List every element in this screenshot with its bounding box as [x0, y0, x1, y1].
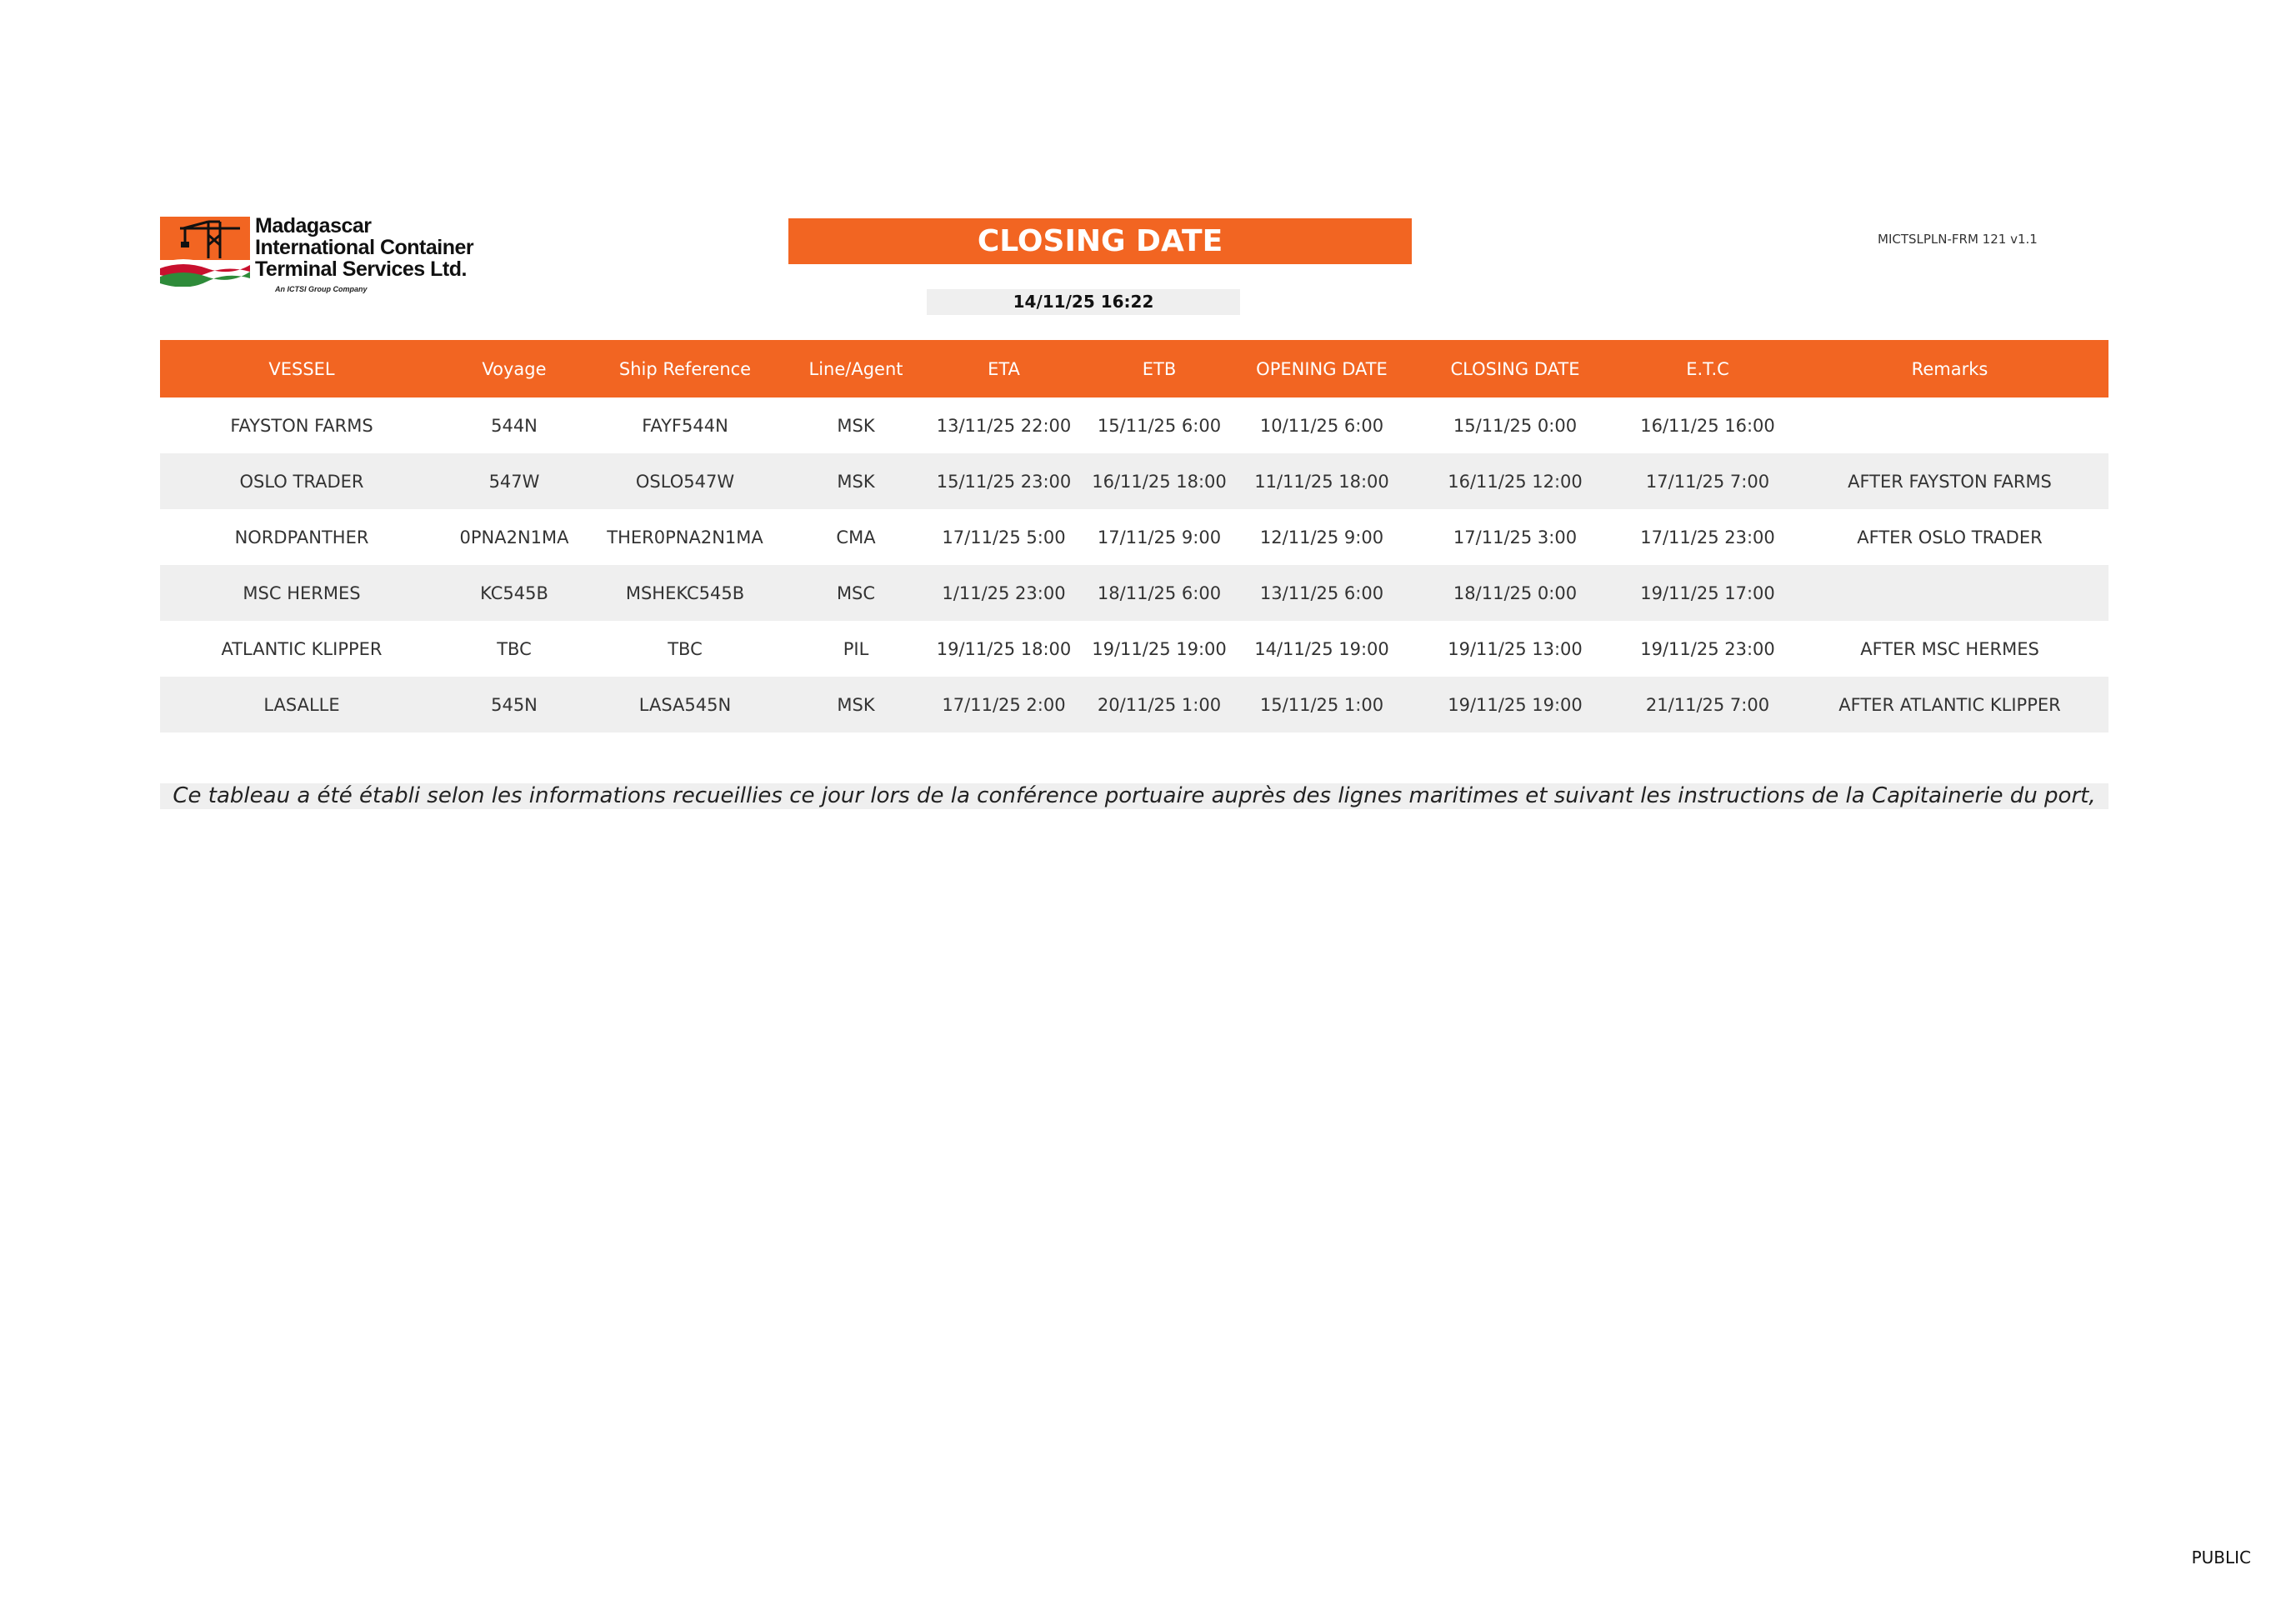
- cell-etb: 18/11/25 6:00: [1081, 565, 1238, 621]
- cell-etc: 19/11/25 23:00: [1624, 621, 1791, 677]
- column-header-ship-reference: Ship Reference: [585, 340, 785, 398]
- cell-eta: 17/11/25 2:00: [927, 677, 1081, 732]
- column-header-line-agent: Line/Agent: [785, 340, 927, 398]
- cell-vessel: ATLANTIC KLIPPER: [160, 621, 443, 677]
- cell-closing-date: 18/11/25 0:00: [1406, 565, 1624, 621]
- cell-opening-date: 11/11/25 18:00: [1238, 453, 1406, 509]
- cell-etc: 21/11/25 7:00: [1624, 677, 1791, 732]
- closing-date-table: [160, 340, 2108, 732]
- cell-etc: 17/11/25 7:00: [1624, 453, 1791, 509]
- cell-ship-reference: THER0PNA2N1MA: [585, 509, 785, 565]
- table-row: [160, 398, 2108, 453]
- cell-closing-date: 19/11/25 13:00: [1406, 621, 1624, 677]
- footnote: Ce tableau a été établi selon les informations recueillies ce jour lors de la conférence portuaire auprès des lignes maritimes et suivant les instructions de la Capitainerie du port,: [160, 783, 2108, 809]
- table-row: [160, 509, 2108, 565]
- cell-vessel: LASALLE: [160, 677, 443, 732]
- company-logo: [160, 213, 493, 297]
- cell-closing-date: 16/11/25 12:00: [1406, 453, 1624, 509]
- report-datetime: 14/11/25 16:22: [927, 289, 1240, 315]
- cell-ship-reference: LASA545N: [585, 677, 785, 732]
- cell-line-agent: MSC: [785, 565, 927, 621]
- crane-logo-icon: [160, 217, 253, 287]
- cell-vessel: OSLO TRADER: [160, 453, 443, 509]
- classification-label: PUBLIC: [2191, 1548, 2251, 1568]
- cell-vessel: MSC HERMES: [160, 565, 443, 621]
- cell-etc: 17/11/25 23:00: [1624, 509, 1791, 565]
- cell-opening-date: 12/11/25 9:00: [1238, 509, 1406, 565]
- company-name-line1: Madagascar: [255, 214, 372, 238]
- cell-closing-date: 17/11/25 3:00: [1406, 509, 1624, 565]
- column-header-voyage: Voyage: [443, 340, 585, 398]
- table-header-row: [160, 340, 2108, 398]
- table-row: [160, 565, 2108, 621]
- cell-ship-reference: FAYF544N: [585, 398, 785, 453]
- cell-etb: 15/11/25 6:00: [1081, 398, 1238, 453]
- cell-eta: 15/11/25 23:00: [927, 453, 1081, 509]
- page-title: CLOSING DATE: [788, 218, 1412, 264]
- cell-remarks: AFTER ATLANTIC KLIPPER: [1791, 677, 2108, 732]
- cell-voyage: TBC: [443, 621, 585, 677]
- column-header-closing-date: CLOSING DATE: [1406, 340, 1624, 398]
- cell-line-agent: MSK: [785, 453, 927, 509]
- column-header-etc: E.T.C: [1624, 340, 1791, 398]
- company-name: [255, 215, 473, 280]
- cell-vessel: NORDPANTHER: [160, 509, 443, 565]
- table-row: [160, 677, 2108, 732]
- cell-remarks: [1791, 398, 2108, 453]
- table-row: [160, 621, 2108, 677]
- cell-etc: 16/11/25 16:00: [1624, 398, 1791, 453]
- cell-voyage: 547W: [443, 453, 585, 509]
- cell-remarks: AFTER OSLO TRADER: [1791, 509, 2108, 565]
- cell-line-agent: MSK: [785, 398, 927, 453]
- cell-voyage: 0PNA2N1MA: [443, 509, 585, 565]
- company-name-line3: Terminal Services Ltd.: [255, 258, 467, 281]
- cell-closing-date: 15/11/25 0:00: [1406, 398, 1624, 453]
- cell-etb: 16/11/25 18:00: [1081, 453, 1238, 509]
- cell-closing-date: 19/11/25 19:00: [1406, 677, 1624, 732]
- column-header-vessel: VESSEL: [160, 340, 443, 398]
- cell-etb: 17/11/25 9:00: [1081, 509, 1238, 565]
- column-header-etb: ETB: [1081, 340, 1238, 398]
- cell-eta: 13/11/25 22:00: [927, 398, 1081, 453]
- cell-opening-date: 13/11/25 6:00: [1238, 565, 1406, 621]
- column-header-remarks: Remarks: [1791, 340, 2108, 398]
- cell-voyage: 544N: [443, 398, 585, 453]
- cell-ship-reference: OSLO547W: [585, 453, 785, 509]
- table-row: [160, 453, 2108, 509]
- cell-line-agent: CMA: [785, 509, 927, 565]
- cell-eta: 17/11/25 5:00: [927, 509, 1081, 565]
- cell-ship-reference: MSHEKC545B: [585, 565, 785, 621]
- cell-remarks: AFTER MSC HERMES: [1791, 621, 2108, 677]
- cell-etb: 20/11/25 1:00: [1081, 677, 1238, 732]
- cell-etc: 19/11/25 17:00: [1624, 565, 1791, 621]
- cell-remarks: AFTER FAYSTON FARMS: [1791, 453, 2108, 509]
- cell-etb: 19/11/25 19:00: [1081, 621, 1238, 677]
- cell-line-agent: PIL: [785, 621, 927, 677]
- cell-opening-date: 14/11/25 19:00: [1238, 621, 1406, 677]
- cell-ship-reference: TBC: [585, 621, 785, 677]
- cell-opening-date: 15/11/25 1:00: [1238, 677, 1406, 732]
- cell-remarks: [1791, 565, 2108, 621]
- cell-eta: 1/11/25 23:00: [927, 565, 1081, 621]
- column-header-eta: ETA: [927, 340, 1081, 398]
- cell-vessel: FAYSTON FARMS: [160, 398, 443, 453]
- cell-voyage: 545N: [443, 677, 585, 732]
- column-header-opening-date: OPENING DATE: [1238, 340, 1406, 398]
- form-code: MICTSLPLN-FRM 121 v1.1: [1878, 232, 2038, 247]
- cell-opening-date: 10/11/25 6:00: [1238, 398, 1406, 453]
- company-name-line2: International Container: [255, 236, 474, 259]
- cell-eta: 19/11/25 18:00: [927, 621, 1081, 677]
- cell-voyage: KC545B: [443, 565, 585, 621]
- cell-line-agent: MSK: [785, 677, 927, 732]
- company-tagline: An ICTSI Group Company: [275, 285, 368, 293]
